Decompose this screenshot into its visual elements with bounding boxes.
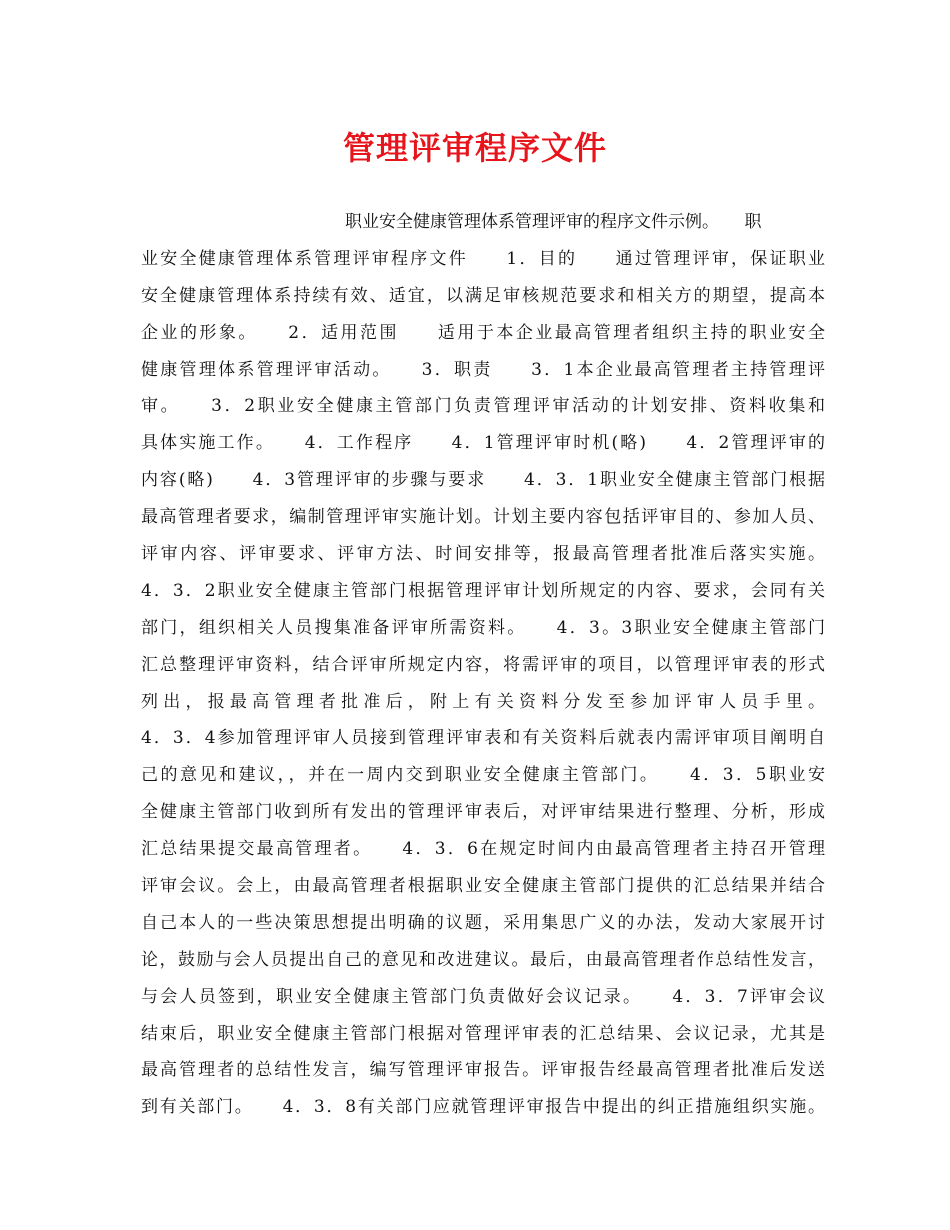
body-line: 列出，报最高管理者批准后，附上有关资料分发至参加评审人员手里。 xyxy=(141,691,825,712)
body-line: 评审内容、评审要求、评审方法、时间安排等，报最高管理者批准后落实实施。 xyxy=(141,544,825,565)
document-title: 管理评审程序文件 xyxy=(342,129,607,167)
body-line: 安全健康管理体系持续有效、适宜，以满足审核规范要求和相关方的期望，提高本 xyxy=(141,285,825,306)
body-line: 内容(略) 4．3管理评审的步骤与要求 4．3．1职业安全健康主管部门根据 xyxy=(141,470,825,491)
body-line: 健康管理体系管理评审活动。 3．职责 3．1本企业最高管理者主持管理评 xyxy=(141,359,825,380)
body-line: 业安全健康管理体系管理评审程序文件 1．目的 通过管理评审，保证职业 xyxy=(141,248,825,269)
body-line: 最高管理者的总结性发言，编写管理评审报告。评审报告经最高管理者批准后发送 xyxy=(141,1060,825,1081)
body-line: 最高管理者要求，编制管理评审实施计划。计划主要内容包括评审目的、参加人员、 xyxy=(141,507,825,528)
body-line: 到有关部门。 4．3．8有关部门应就管理评审报告中提出的纠正措施组织实施。 xyxy=(141,1097,825,1118)
body-line: 己的意见和建议，，并在一周内交到职业安全健康主管部门。 4．3．5职业安 xyxy=(141,765,825,786)
body-line: 部门，组织相关人员搜集准备评审所需资料。 4．3。3职业安全健康主管部门 xyxy=(141,617,825,638)
body-line: 结束后，职业安全健康主管部门根据对管理评审表的汇总结果、会议记录，尤其是 xyxy=(141,1023,825,1044)
body-line: 论，鼓励与会人员提出自己的意见和改进建议。最后，由最高管理者作总结性发言， xyxy=(141,949,825,970)
body-line: 具体实施工作。 4．工作程序 4．1管理评审时机(略) 4．2管理评审的 xyxy=(141,433,825,454)
body-line: 评审会议。会上，由最高管理者根据职业安全健康主管部门提供的汇总结果并结合 xyxy=(141,876,825,897)
body-line: 全健康主管部门收到所有发出的管理评审表后，对评审结果进行整理、分析，形成 xyxy=(141,802,825,823)
body-line: 审。 3．2职业安全健康主管部门负责管理评审活动的计划安排、资料收集和 xyxy=(141,396,825,417)
body-line: 汇总整理评审资料，结合评审所规定内容，将需评审的项目，以管理评审表的形式 xyxy=(141,654,825,675)
body-line: 企业的形象。 2．适用范围 适用于本企业最高管理者组织主持的职业安全 xyxy=(141,322,825,343)
body-line: 汇总结果提交最高管理者。 4．3．6在规定时间内由最高管理者主持召开管理 xyxy=(141,839,825,860)
body-line: 与会人员签到，职业安全健康主管部门负责做好会议记录。 4．3．7评审会议 xyxy=(141,986,825,1007)
body-line: 职业安全健康管理体系管理评审的程序文件示例。 职 xyxy=(345,212,762,232)
body-line: 4．3．2职业安全健康主管部门根据管理评审计划所规定的内容、要求，会同有关 xyxy=(141,580,825,601)
body-line: 自己本人的一些决策思想提出明确的议题，采用集思广义的办法，发动大家展开讨 xyxy=(141,912,825,933)
body-line: 4．3．4参加管理评审人员接到管理评审表和有关资料后就表内需评审项目阐明自 xyxy=(141,728,825,749)
document-body xyxy=(141,204,825,1126)
